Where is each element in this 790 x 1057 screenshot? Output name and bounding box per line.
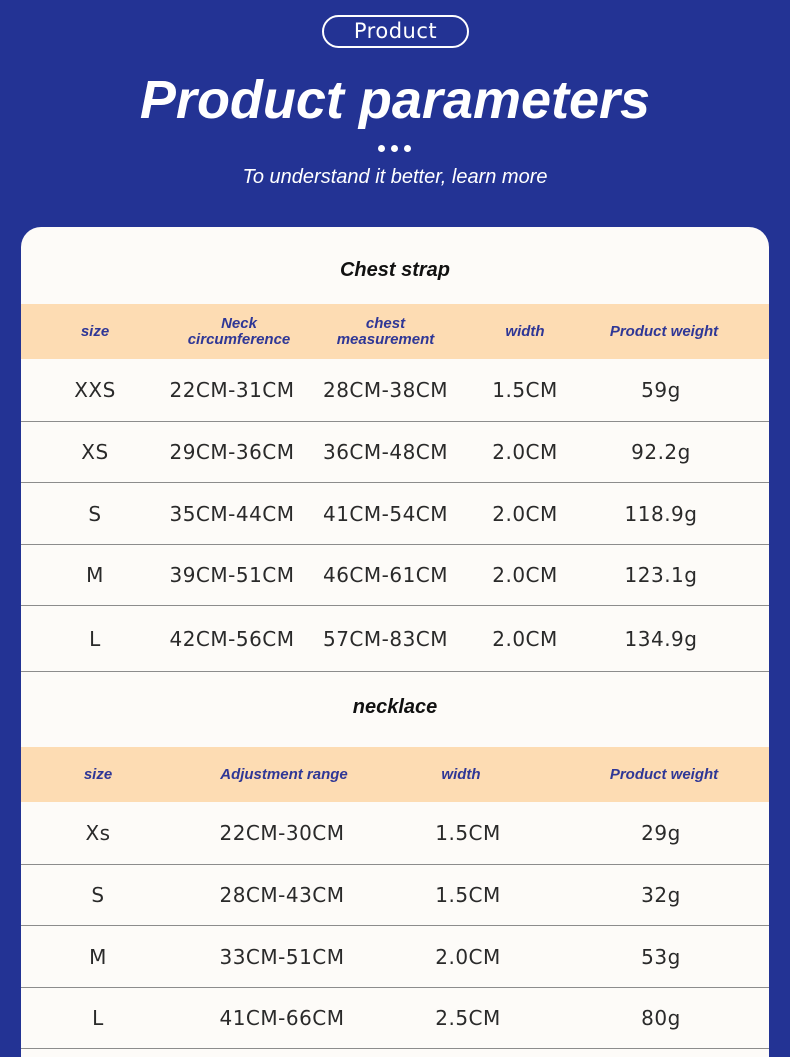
table-row: [21, 606, 769, 672]
cell-weight: 92.2g: [631, 440, 691, 464]
cell-weight: 59g: [641, 378, 681, 402]
necklace-title: necklace: [352, 696, 438, 718]
cell-size: S: [88, 501, 102, 526]
cell-size: L: [89, 626, 101, 651]
cell-weight: 118.9g: [624, 501, 698, 526]
table-row: [21, 422, 769, 483]
cell-neck: 29CM-36CM: [169, 440, 295, 464]
cell-width: 2.5CM: [435, 1006, 501, 1030]
col-adjustment-range: Adjustment range: [220, 765, 348, 783]
chest-strap-header: [21, 304, 769, 359]
cell-chest: 36CM-48CM: [322, 440, 449, 464]
table-row: [21, 545, 769, 606]
cell-width: 2.0CM: [492, 563, 558, 587]
cell-weight: 53g: [641, 944, 681, 969]
col-neck-circumference: Neck circumference: [187, 314, 291, 348]
table-row: [21, 802, 769, 865]
cell-size: M: [86, 563, 104, 587]
cell-chest: 41CM-54CM: [322, 501, 449, 526]
product-badge: Product: [322, 15, 469, 48]
cell-range: 33CM-51CM: [219, 944, 345, 969]
cell-width: 2.0CM: [435, 944, 501, 969]
cell-size: Xs: [85, 821, 111, 845]
cell-width: 1.5CM: [492, 378, 558, 402]
cell-chest: 46CM-61CM: [322, 563, 449, 587]
col-size: size: [83, 765, 113, 783]
table-row: [21, 359, 769, 422]
cell-weight: 134.9g: [624, 626, 698, 651]
chest-strap-title: Chest strap: [339, 259, 451, 281]
col-size: size: [80, 322, 110, 340]
cell-size: XS: [81, 440, 109, 464]
cell-size: M: [89, 944, 107, 969]
necklace-header: [21, 747, 769, 802]
cell-weight: 80g: [641, 1006, 681, 1030]
cell-neck: 35CM-44CM: [169, 501, 295, 526]
cell-size: L: [92, 1006, 104, 1030]
cell-width: 2.0CM: [492, 440, 558, 464]
col-chest-measurement: chest measurement: [336, 314, 435, 348]
cell-width: 1.5CM: [435, 821, 501, 845]
cell-weight: 29g: [641, 821, 681, 845]
cell-weight: 123.1g: [624, 563, 698, 587]
page-subtitle: To understand it better, learn more: [242, 166, 548, 188]
cell-range: 41CM-66CM: [219, 1006, 345, 1030]
cell-neck: 39CM-51CM: [169, 563, 295, 587]
col-width: width: [505, 322, 545, 340]
cell-range: 22CM-30CM: [219, 821, 345, 845]
cell-size: XXS: [74, 378, 116, 402]
col-product-weight: Product weight: [609, 322, 719, 340]
cell-weight: 32g: [641, 883, 681, 907]
table-row: [21, 483, 769, 545]
col-product-weight: Product weight: [609, 765, 719, 783]
parameters-card: [21, 227, 769, 1057]
table-row: [21, 865, 769, 926]
col-width: width: [441, 765, 481, 783]
dots-decoration: [376, 145, 416, 153]
cell-width: 1.5CM: [435, 883, 501, 907]
cell-chest: 57CM-83CM: [322, 626, 449, 651]
page-title: Product parameters: [139, 70, 651, 130]
cell-width: 2.0CM: [492, 626, 558, 651]
cell-range: 28CM-43CM: [219, 883, 345, 907]
cell-neck: 22CM-31CM: [169, 378, 295, 402]
cell-chest: 28CM-38CM: [322, 378, 449, 402]
cell-size: S: [91, 883, 105, 907]
table-row: [21, 988, 769, 1049]
cell-width: 2.0CM: [492, 501, 558, 526]
table-row: [21, 926, 769, 988]
cell-neck: 42CM-56CM: [169, 626, 295, 651]
